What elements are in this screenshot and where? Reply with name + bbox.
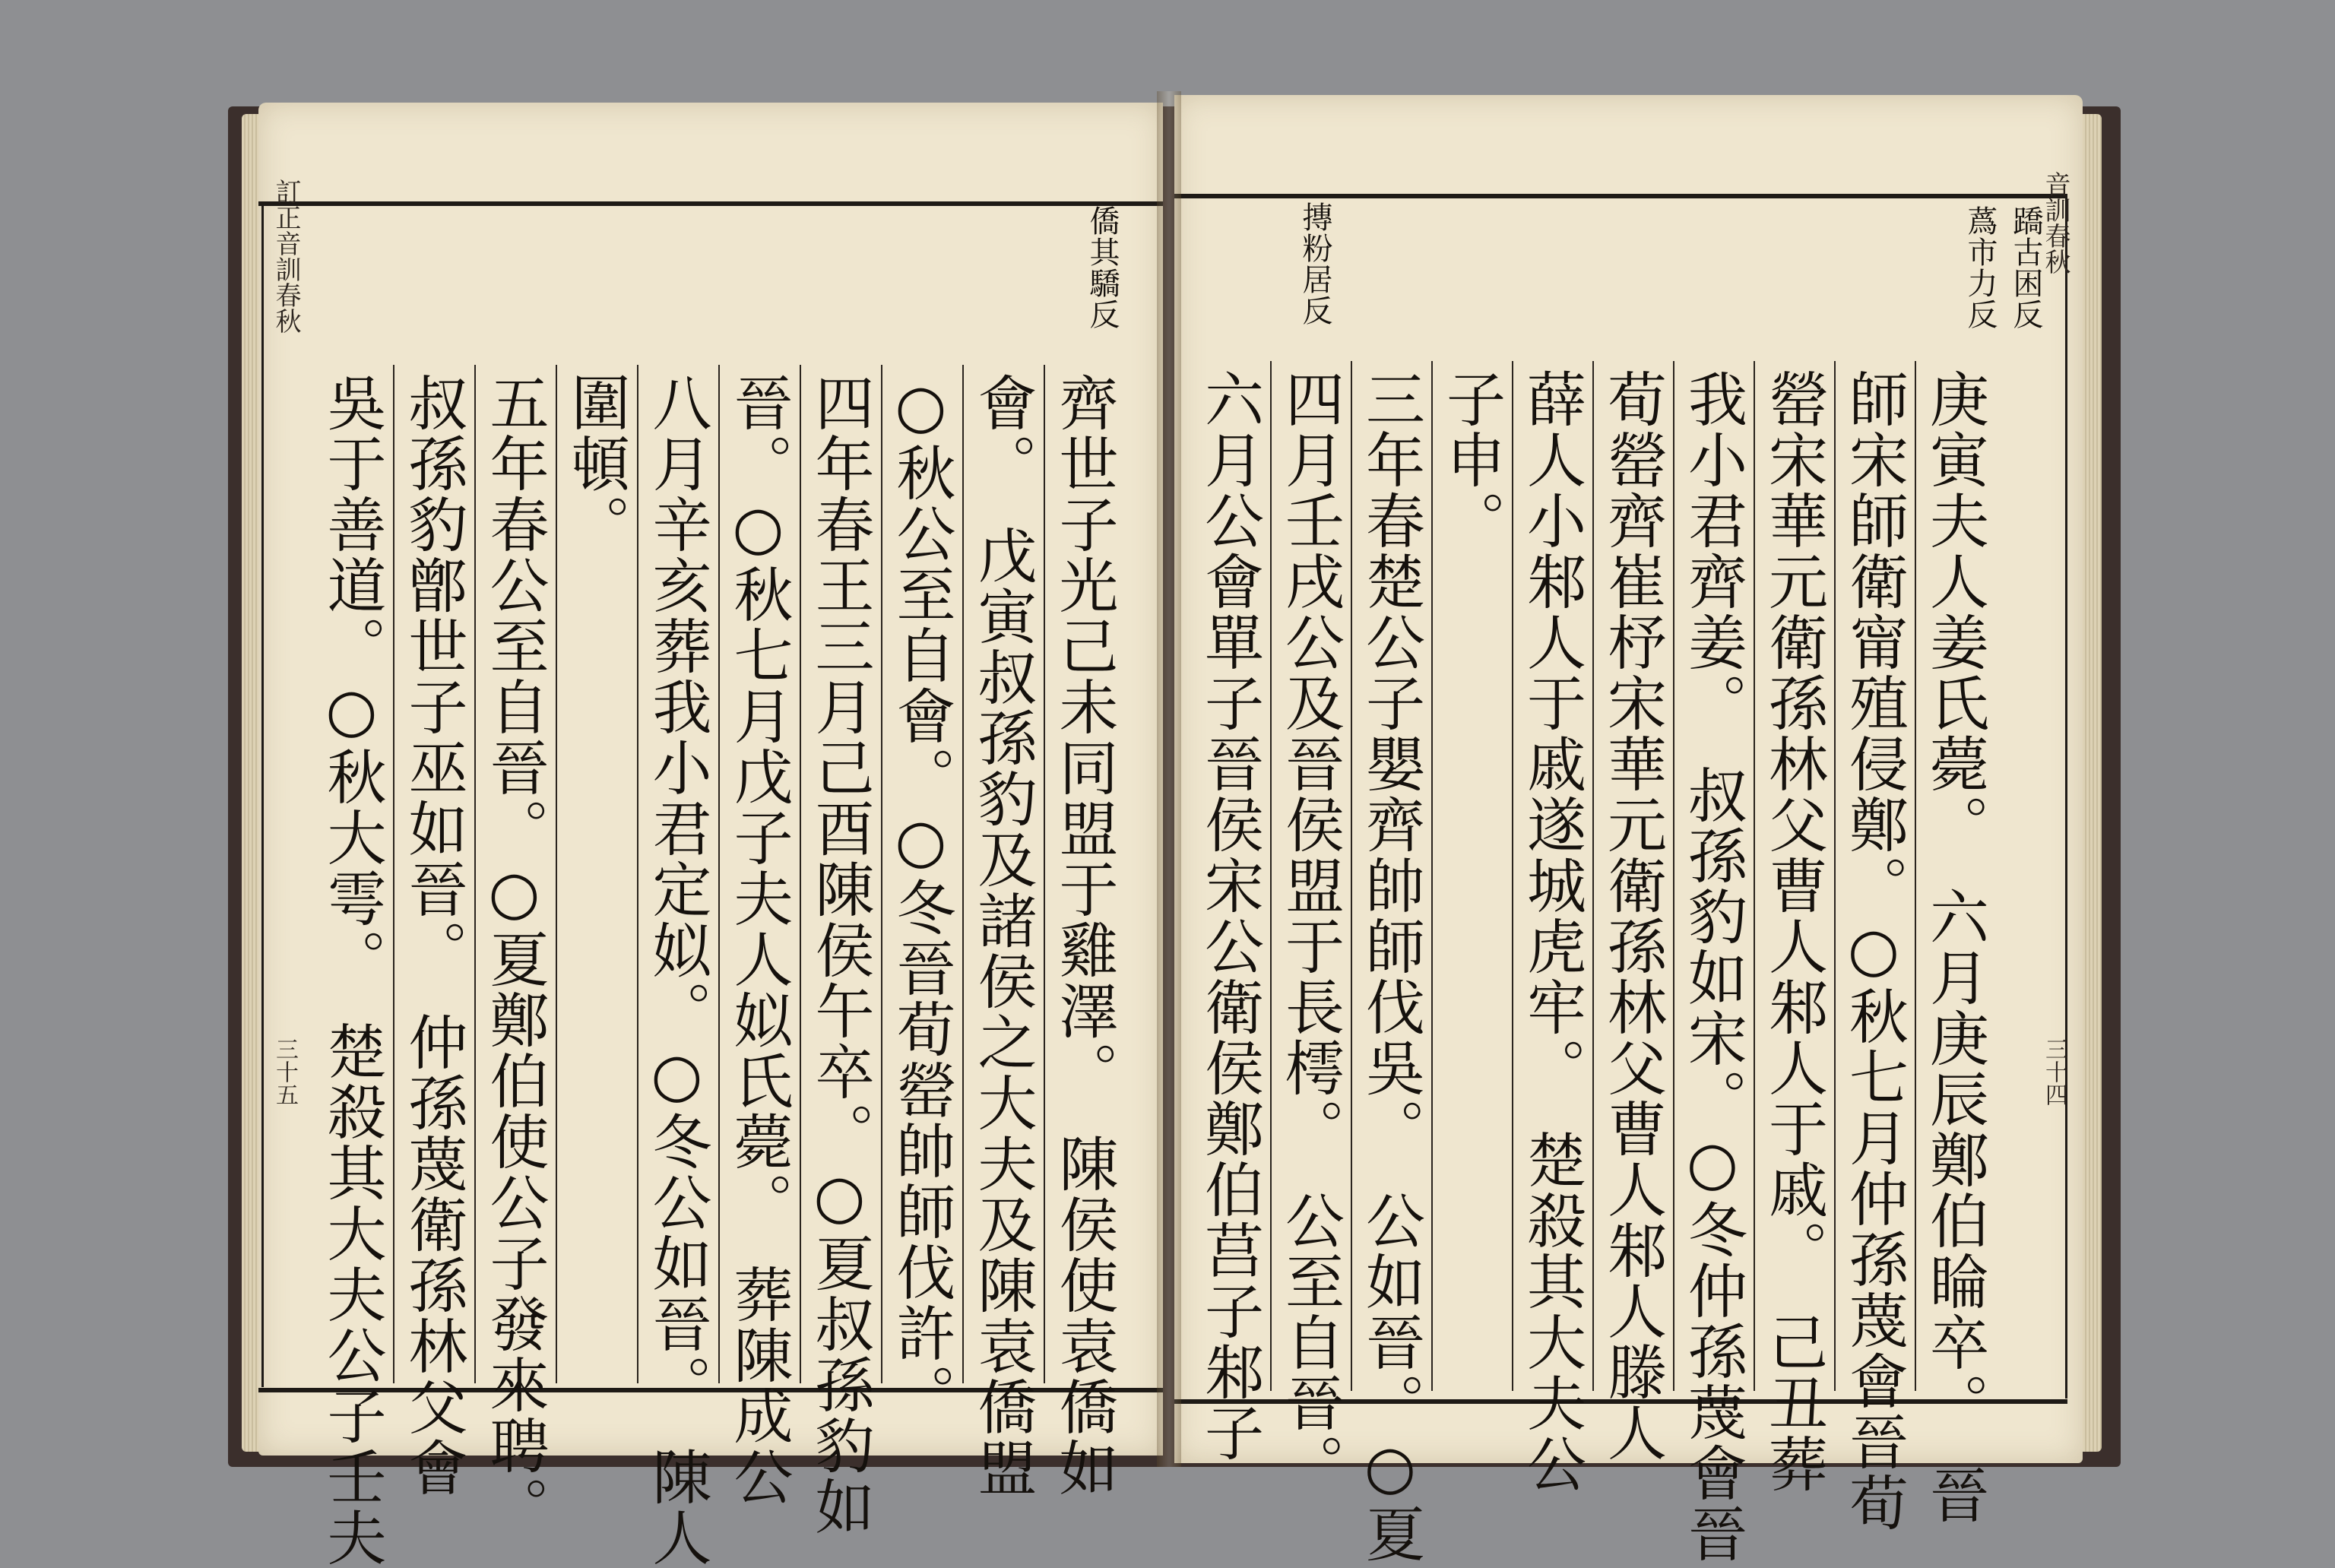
column-rule <box>1351 361 1352 1391</box>
column-rule <box>1673 361 1674 1391</box>
column-rule <box>474 365 476 1383</box>
column-rule <box>1592 361 1594 1391</box>
right-column-9: 四月壬戌公及晉侯盟于長樗。 公至自晉。 <box>1275 369 1344 1494</box>
left-column-3: ○秋公至自會。○冬晉荀罃帥師伐許。 <box>886 372 955 1424</box>
right-annotation-3: 摶粉居反 <box>1297 201 1332 326</box>
left-column-5: 晉。○秋七月戊子夫人姒氏薨。 葬陳成公 <box>724 372 793 1507</box>
column-rule <box>1044 365 1045 1383</box>
right-spine-label: 音訓春秋 <box>2040 171 2070 274</box>
left-column-9: 叔孫豹鄫世子巫如晉。 仲孫蔑衛孫林父會 <box>398 372 467 1498</box>
left-spine-label: 訂正音訓春秋 <box>271 179 301 334</box>
left-page-border-rule <box>261 201 264 1387</box>
column-rule <box>1915 361 1916 1391</box>
right-column-7: 子申。 <box>1437 369 1505 551</box>
left-annotation: 僑其驕反 <box>1085 205 1120 330</box>
column-rule <box>1754 361 1755 1391</box>
column-rule <box>1834 361 1836 1391</box>
left-column-1: 齊世子光己未同盟于雞澤。 陳侯使袁僑如 <box>1049 372 1118 1498</box>
column-rule <box>393 365 394 1383</box>
column-rule <box>1512 361 1513 1391</box>
column-rule <box>962 365 964 1383</box>
right-folio: 三十四 <box>2041 1037 2067 1106</box>
right-column-8: 三年春楚公子嬰齊帥師伐吳。 公如晉。○夏 <box>1356 369 1424 1564</box>
column-rule <box>800 365 801 1383</box>
left-column-6: 八月辛亥葬我小君定姒。○冬公如晉。 陳人 <box>642 372 711 1568</box>
column-rule <box>637 365 638 1383</box>
left-main-text <box>312 372 1125 1568</box>
right-column-10: 六月公會單子晉侯宋公衛侯鄭伯莒子邾子 <box>1195 369 1263 1463</box>
right-column-5: 荀罃齊崔杼宋華元衛孫林父曹人邾人滕人 <box>1598 369 1666 1463</box>
right-annotation-1: 蹻古困反 <box>2008 205 2043 330</box>
right-column-3: 罃宋華元衛孫林父曹人邾人于戚。 己丑葬 <box>1759 369 1827 1494</box>
right-main-text <box>1190 369 1995 1564</box>
left-folio: 三十五 <box>271 1037 298 1106</box>
left-column-10: 吳于善道。○秋大雩。 楚殺其大夫公子壬夫 <box>317 372 386 1568</box>
right-column-1: 庚寅夫人姜氏薨。 六月庚辰鄭伯睔卒。 晉 <box>1920 369 1988 1525</box>
right-column-4: 我小君齊姜。 叔孫豹如宋。○冬仲孫蔑會晉 <box>1678 369 1747 1564</box>
left-column-2: 會。 戊寅叔孫豹及諸侯之大夫及陳袁僑盟 <box>968 372 1037 1498</box>
right-annotation-2: 蔿市力反 <box>1963 205 1998 330</box>
left-column-4: 四年春王三月己酉陳侯午卒。○夏叔孫豹如 <box>805 372 874 1537</box>
left-page <box>258 103 1163 1568</box>
right-column-2: 師宋師衛甯殖侵鄭。○秋七月仲孫蔑會晉荀 <box>1839 369 1908 1533</box>
book-gutter <box>1157 91 1181 1467</box>
column-rule <box>1270 361 1272 1391</box>
column-rule <box>881 365 882 1383</box>
right-page <box>1174 95 2083 1564</box>
column-rule <box>556 365 557 1383</box>
left-column-7: 圍頓。 <box>561 372 630 555</box>
right-column-6: 薛人小邾人于戚遂城虎牢。 楚殺其大夫公 <box>1517 369 1586 1494</box>
left-column-8: 五年春公至自晉。○夏鄭伯使公子發來聘。 <box>480 372 549 1537</box>
column-rule <box>1431 361 1433 1391</box>
column-rule <box>718 365 720 1383</box>
